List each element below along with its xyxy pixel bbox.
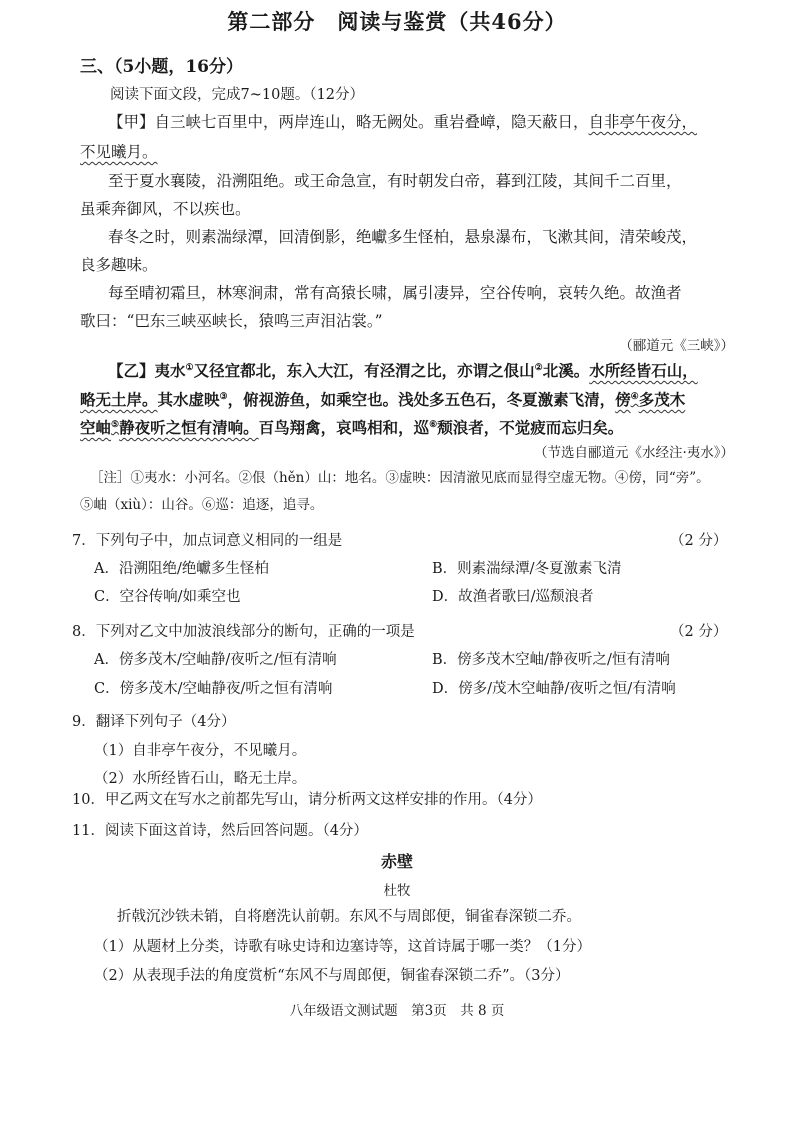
poem-body: 折戟沉沙铁未销，自将磨洗认前朝。东风不与周郎便，铜雀春深锁二乔。: [117, 909, 581, 925]
note-ref-2: ②: [534, 362, 543, 373]
text-jia-line-1a: 【甲】自三峡七百里中，两岸连山，略无阙处。重岩叠嶂，隐天蔽日，: [108, 113, 589, 131]
q11-sub-1: （1）从题材上分类，诗歌有咏史诗和边塞诗等，这首诗属于哪一类？（1分）: [94, 939, 591, 955]
q7-option-c: C．空谷传响/如乘空也: [94, 589, 241, 605]
text-jia-source: （郦道元《三峡》）: [619, 338, 734, 354]
text-jia-line-2: [80, 140, 158, 162]
notes-line-1: ［注］①夷水：小河名。②佷（hěn）山：地名。③虚映：因清澈见底而显得空虚无物。④傍，同“旁”。: [90, 470, 710, 486]
q7-score: （2 分）: [670, 533, 728, 549]
text-yi-line-1: [108, 359, 698, 381]
q8-option-a: A．傍多茂木/空岫静/夜听之/恒有清响: [94, 652, 337, 668]
q9-stem: 9．翻译下列句子（4分）: [72, 714, 236, 730]
text-yi-wavy-4: 多茂木: [638, 390, 686, 409]
text-yi-wavy-1: 水所经皆石山，: [589, 361, 698, 380]
note-ref-4: ④: [630, 391, 639, 402]
text-yi-line-2: [80, 388, 685, 410]
q7-option-a: A．沿溯阻绝/绝巘多生怪柏: [94, 561, 269, 577]
text-yi-1a: 【乙】夷水: [108, 361, 186, 380]
q9-sentence-1: （1）自非亭午夜分，不见曦月。: [94, 743, 307, 759]
page-footer: 八年级语文测试题 第3页 共 8 页: [289, 1003, 505, 1019]
text-yi-2c: ，俯视游鱼，如乘空也。浅处多五色石，冬夏激素飞清，: [227, 390, 616, 409]
q7-stem: 7．下列句子中，加点词意义相同的一组是: [72, 533, 343, 549]
text-jia-p3a: 春冬之时，则素湍绿潭，回清倒影，绝巘多生怪柏，悬泉瀑布，飞漱其间，清荣峻茂，: [108, 228, 698, 246]
text-yi-line-3: [80, 416, 623, 438]
note-ref-6: ⑥: [429, 419, 438, 430]
part-title: 第二部分 阅读与鉴赏（共46分）: [227, 9, 567, 34]
q8-option-b: B．傍多茂木空岫/静夜听之/恒有清响: [432, 652, 670, 668]
q10-stem: 10．甲乙两文在写水之前都先写山，请分析两文这样安排的作用。（4分）: [72, 792, 542, 808]
text-yi-2b: 其水虚映: [157, 390, 220, 409]
note-ref-5: ⑤: [111, 419, 120, 430]
text-yi-1b: 又径宜都北，东入大江，有泾渭之比，亦谓之佷山: [193, 361, 535, 380]
q8-score: （2 分）: [670, 624, 728, 640]
text-yi-3c: 百鸟翔禽，哀鸣相和，巡: [258, 418, 430, 437]
text-jia-wavy-1: 自非亭午夜分，: [588, 113, 698, 131]
text-yi-wavy-3: 傍: [615, 390, 631, 409]
q7-option-b: B．则素湍绿潭/冬夏激素飞清: [432, 561, 622, 577]
text-jia-p4a: 每至晴初霜旦，林寒涧肃，常有高猿长啸，属引凄异，空谷传响，哀转久绝。故渔者: [108, 284, 682, 302]
text-jia-p3b: 良多趣味。: [80, 256, 158, 274]
q8-option-c: C．傍多茂木/空岫静夜/听之恒有清响: [94, 681, 333, 697]
poem-author: 杜牧: [383, 883, 411, 899]
q7-option-d: D．故渔者歌曰/巡颓浪者: [432, 589, 594, 605]
text-jia-line-1: [108, 110, 697, 132]
section-label: 三、（5小题，16分）: [80, 57, 243, 77]
text-jia-wavy-2: 不见曦月。: [80, 143, 158, 161]
q11-stem: 11．阅读下面这首诗，然后回答问题。（4分）: [72, 823, 368, 839]
reading-instruction: 阅读下面文段，完成7~10题。（12分）: [110, 87, 365, 103]
note-ref-1: ①: [185, 362, 194, 373]
poem-title: 赤壁: [380, 852, 413, 871]
text-yi-wavy-2: 略无土岸。: [80, 390, 158, 409]
note-ref-3: ③: [219, 391, 228, 402]
text-yi-3d: 颓浪者，不觉疲而忘归矣。: [437, 418, 624, 437]
text-yi-wavy-5: 空岫: [80, 418, 112, 437]
q8-stem: 8．下列对乙文中加波浪线部分的断句，正确的一项是: [72, 624, 415, 640]
q8-option-d: D．傍多/茂木空岫静/夜听之恒/有清响: [432, 681, 676, 697]
text-jia-p2a: 至于夏水襄陵，沿溯阻绝。或王命急宣，有时朝发白帝，暮到江陵，其间千二百里，: [108, 172, 682, 190]
q11-sub-2: （2）从表现手法的角度赏析“东风不与周郎便，铜雀春深锁二乔”。（3分）: [94, 968, 570, 984]
text-yi-wavy-6: 静夜听之恒有清响。: [119, 418, 259, 437]
q9-sentence-2: （2）水所经皆石山，略无土岸。: [94, 771, 307, 787]
text-jia-p4b: 歌曰：“巴东三峡巫峡长，猿鸣三声泪沾裳。”: [80, 312, 383, 330]
notes-line-2: ⑤岫（xiù）：山谷。⑥巡：追逐，追寻。: [80, 497, 324, 513]
text-yi-1c: 北溪。: [542, 361, 590, 380]
text-jia-p2b: 虽乘奔御风，不以疾也。: [80, 200, 251, 218]
text-yi-source: （节选自郦道元《水经注·夷水》）: [533, 445, 734, 461]
